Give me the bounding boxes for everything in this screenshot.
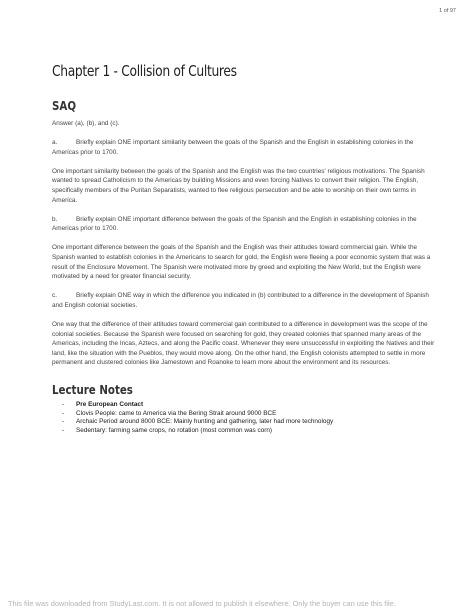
saq-heading: SAQ <box>52 98 77 113</box>
page-counter: 1 of 97 <box>439 8 456 14</box>
list-item-text: Sedentary: farming same crops, no rotation (most common was corn) <box>76 427 273 435</box>
list-bullet: - <box>62 409 65 417</box>
lecture-notes-list <box>52 401 438 436</box>
question-b-letter: b. <box>52 215 58 223</box>
list-item-text: Clovis People: came to America via the Bering Strait around 9000 BCE <box>76 409 277 417</box>
list-bullet: - <box>62 418 65 426</box>
download-notice: This file was downloaded from StudyLast.com. It is not allowed to publish it elsewhere. Only the buyer can use this file. <box>8 599 396 608</box>
list-item <box>62 401 438 410</box>
page-content <box>52 62 438 436</box>
list-item <box>62 410 438 419</box>
list-item-text: Archaic Period around 8000 BCE: Mainly hunting and gathering, later had more technology <box>76 418 334 426</box>
question-b <box>52 215 438 234</box>
question-b-text: Briefly explain ONE important difference between the goals of the Spanish and the English in establishing colonies in the Americas prior to 1700. <box>52 215 417 233</box>
list-bullet: - <box>62 427 65 435</box>
answer-b: One important difference between the goals of the Spanish and the English was their attitudes toward commercial gain. While the Spanish wanted to establish colonies in the Americans to search for gold, the English were fleeing a poor economic system that was a result of the Enclosure Movement. The Spanish were motivated more by greed and exploiting the New World, but the English were motivated by a need for greater financial security. <box>52 244 431 281</box>
question-c-text: Briefly explain ONE way in which the difference you indicated in (b) contributed to a difference in the development of Spanish and English colonial societies. <box>52 292 429 309</box>
question-a-text: Briefly explain ONE important similarity between the goals of the Spanish and the English in establishing colonies in the Americas prior to 1700. <box>52 139 414 156</box>
question-c <box>52 291 438 310</box>
list-bullet: - <box>62 400 65 408</box>
list-item <box>62 418 438 427</box>
list-item-text: Pre European Contact <box>76 400 144 408</box>
lecture-notes-heading: Lecture Notes <box>52 381 133 397</box>
question-c-letter: c. <box>52 292 57 300</box>
question-a-letter: a. <box>52 139 58 147</box>
list-item <box>62 427 438 436</box>
question-a <box>52 138 438 157</box>
chapter-title: Chapter 1 - Collision of Cultures <box>52 62 237 80</box>
answer-a: One important similarity between the goals of the Spanish and the English was the two countries' religious motivations. The Spanish wanted to spread Catholicism to the Americas by building Missions and even forcing Natives to convert their religion. The English, specifically members of the Puritan Separatists, wanted to flee religious persecution and be able to worship on their own terms in America. <box>52 167 425 204</box>
saq-instruction: Answer (a), (b), and (c). <box>52 120 120 127</box>
answer-c: One way that the difference of their attitudes toward commercial gain contributed to a difference in development was the scope of the colonial societies. Because the Spanish were focused on searching for gold, they created colonies that spanned many areas of the Americas, including the Incas, Aztecs, and along the Pacific coast. Whenever they were unsuccessful in exploiting the Natives and their land, like the situation with the Pueblos, they would move along. On the other hand, the English colonists attempted to settle in more permanent and clustered colonies like Jamestown and Roanoke to learn more about the environment and its resources. <box>52 320 435 367</box>
